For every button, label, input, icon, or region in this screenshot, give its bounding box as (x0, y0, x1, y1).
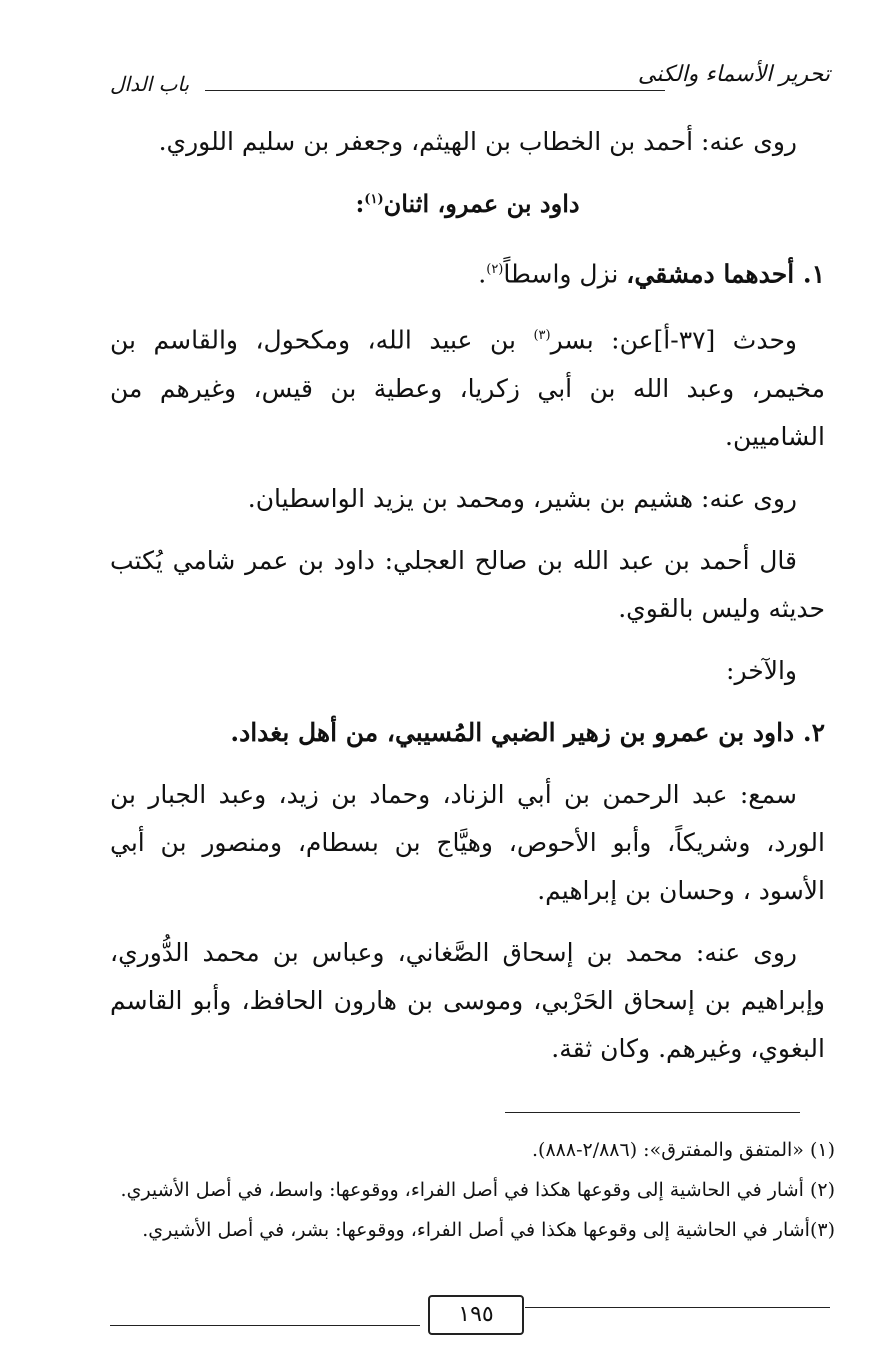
paragraph-narrators-2: روى عنه: هشيم بن بشير، ومحمد بن يزيد الواسطيان. (247, 483, 797, 513)
entry-1-title: ١. أحدهما دمشقي، (626, 259, 825, 289)
footnote-1: (١) «المتفق والمفترق»: (٢/٨٨٦-٨٨٨). (531, 1139, 835, 1161)
paragraph-other: والآخر: (726, 655, 797, 685)
footnote-ref-1: (١) (364, 192, 384, 207)
paragraph-ijli-quote: قال أحمد بن عبد الله بن صالح العجلي: داود بن عمر شامي يُكتب حديثه وليس بالقوي. (110, 545, 825, 623)
page-number: ١٩٥ (428, 1295, 524, 1335)
footnote-ref-2: (٢) (486, 262, 504, 277)
footnote-3: (٣)أشار في الحاشية إلى وقوعها هكذا في أصل الفراء، ووقوعها: بشر، في أصل الأشيري. (142, 1219, 835, 1241)
footer-rule-right (525, 1307, 830, 1308)
footnote-separator (505, 1112, 800, 1113)
chapter-title: باب الدال (110, 72, 190, 96)
p2-start: وحدث [٣٧-أ]عن: بسر (550, 325, 797, 355)
header-rule (205, 90, 665, 91)
entry-2 (110, 709, 825, 757)
footnote-2: (٢) أشار في الحاشية إلى وقوعها هكذا في أصل الفراء، ووقوعها: واسط، في أصل الأشيري. (120, 1179, 835, 1201)
entry-1-rest: نزل واسطاً (503, 259, 627, 289)
paragraph-heard-from: سمع: عبد الرحمن بن أبي الزناد، وحماد بن زيد، وعبد الجبار بن الورد، وشريكاً، وأبو الأحوص، وهيَّاج بن بسطام، ومنصور بن أبي الأسود ، وحسان بن إبراهيم. (110, 779, 825, 905)
heading-text: داود بن عمرو، اثنان (383, 189, 580, 218)
paragraph-narrators-3: روى عنه: محمد بن إسحاق الصَّغاني، وعباس بن محمد الدُّوري، وإبراهيم بن إسحاق الحَرْبي، وموسى بن هارون الحافظ، وأبو القاسم البغوي، وغيرهم. وكان ثقة. (110, 937, 825, 1063)
footnotes (110, 1130, 835, 1250)
section-heading (110, 180, 825, 224)
paragraph-narrators-1: روى عنه: أحمد بن الخطاب بن الهيثم، وجعفر بن سليم اللوري. (158, 127, 797, 156)
main-text (110, 118, 825, 1087)
page-footer (110, 1295, 830, 1335)
p2-rest: بن عبيد الله، ومكحول، والقاسم بن مخيمر، وعبد الله بن أبي زكريا، وعطية بن قيس، وغيرهم من الشاميين. (110, 325, 825, 451)
running-header (110, 62, 830, 102)
entry-1 (110, 246, 825, 298)
footnote-ref-3: (٣) (533, 328, 551, 344)
entry-1-end: . (478, 259, 487, 289)
heading-colon: : (355, 189, 365, 218)
footer-rule-left (110, 1325, 420, 1326)
entry-2-title: ٢. داود بن عمرو بن زهير الضبي المُسيبي، من أهل بغداد. (230, 717, 825, 747)
book-title: تحرير الأسماء والكنى (637, 62, 830, 87)
paragraph-hadith (110, 312, 825, 460)
